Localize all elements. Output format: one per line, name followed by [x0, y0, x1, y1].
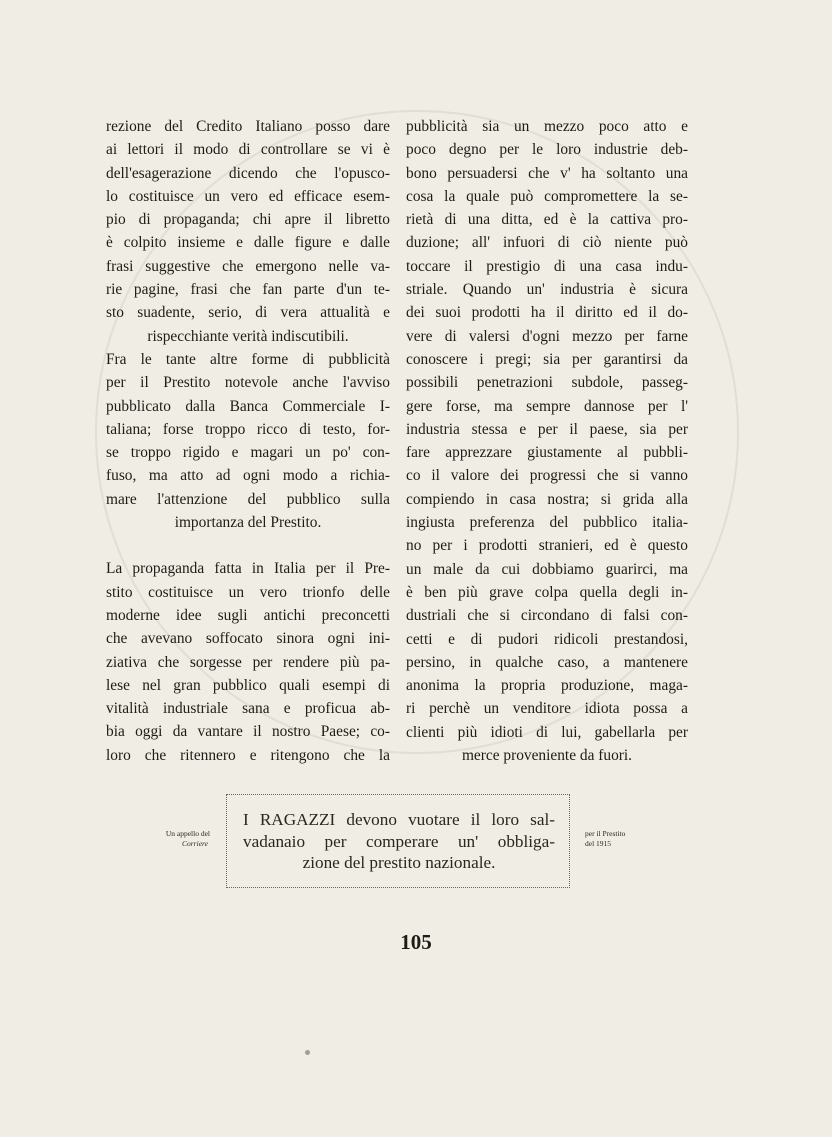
- text-line: co il valore dei progressi che si vanno: [406, 467, 688, 485]
- paragraph-gap: [106, 534, 390, 557]
- text-line: loro che ritennero e ritengono che la: [106, 746, 390, 764]
- text-line: lese nel gran pubblico quali esempi di: [106, 676, 390, 694]
- text-line: gere forse, ma sempre dannose per l': [406, 397, 688, 415]
- text-line: rezione del Credito Italiano posso dare: [106, 118, 390, 135]
- text-line: mare l'attenzione del pubblico sulla: [106, 490, 390, 508]
- text-line: pubblicità sia un mezzo poco atto e: [406, 118, 688, 135]
- text-line: importanza del Prestito.: [174, 514, 322, 532]
- text-line: che avevano soffocato sinora ogni ini-: [106, 630, 390, 648]
- text-line: dustriali che si circondano di falsi con-: [406, 607, 688, 625]
- advert-line: I RAGAZZI devono vuotare il loro sal-: [243, 810, 555, 829]
- quoted-advert-box: [226, 794, 570, 888]
- paper-speck: [305, 1050, 310, 1055]
- text-line: rispecchiante verità indiscutibili.: [147, 327, 349, 345]
- text-line: persino, in qualche caso, a mantenere: [406, 653, 688, 671]
- text-line: no per i prodotti stranieri, ed è questo: [406, 537, 688, 555]
- text-line: ziativa che sorgesse per rendere più pa-: [106, 653, 390, 671]
- left-column: [106, 115, 390, 767]
- advert-line: vadanaio per comperare un' obbliga-: [243, 831, 555, 851]
- text-line: sto suadente, serio, di vera attualità e: [106, 304, 390, 322]
- text-line: conoscere i pregi; sia per garantirsi da: [406, 350, 688, 368]
- text-line: cetti e di pudori ridicoli prestandosi,: [406, 630, 688, 648]
- text-line: La propaganda fatta in Italia per il Pre-: [106, 560, 390, 578]
- text-line: cosa la quale può compromettere la se-: [406, 187, 688, 205]
- text-line: per il Prestito notevole anche l'avviso: [106, 374, 390, 392]
- text-line: vere di valersi d'ogni mezzo per farne: [406, 327, 688, 345]
- text-line: rietà di una ditta, ed è la cattiva pro-: [406, 211, 688, 229]
- text-line: pubblicato dalla Banca Commerciale I-: [106, 397, 390, 415]
- text-line: industria stessa e per il paese, sia per: [406, 420, 688, 438]
- advert-text: [243, 809, 555, 874]
- text-line: Fra le tante altre forme di pubblicità: [106, 350, 390, 368]
- text-line: fare apprezzare giustamente al pubbli-: [406, 444, 688, 462]
- text-line: toccare il prestigio di una casa indu-: [406, 257, 688, 275]
- text-line: possibili penetrazioni subdole, passeg-: [406, 374, 688, 392]
- text-line: bono persuadersi che v' ha soltanto una: [406, 164, 688, 182]
- right-para-1: [406, 115, 688, 767]
- side-note-left: [128, 829, 210, 849]
- left-para-1: [106, 115, 390, 348]
- text-line: pio di propaganda; chi apre il libretto: [106, 211, 390, 229]
- text-line: vitalità industriale sana e proficua ab-: [106, 700, 390, 718]
- text-line: compiendo in casa nostra; si grida alla: [406, 490, 688, 508]
- page-number: 105: [400, 930, 432, 954]
- right-column: [406, 115, 688, 767]
- text-line: moderne idee sugli antichi preconcetti: [106, 606, 390, 624]
- text-line: ri perchè un venditore idiota possa a: [406, 700, 688, 718]
- text-line: rie pagine, frasi che fan parte d'un te-: [106, 281, 390, 299]
- text-line: ingiusta preferenza del pubblico italia-: [406, 514, 688, 532]
- text-line: se troppo rigido e magari un po' con-: [106, 444, 390, 462]
- side-note-right-line-2: del 1915: [585, 839, 612, 848]
- text-line: bia oggi da vantare il nostro Paese; co-: [106, 723, 390, 741]
- text-line: lo costituisce un vero ed efficace esem-: [106, 187, 390, 205]
- side-note-right-line-1: per il Prestito: [585, 829, 626, 838]
- text-line: stito costituisce un vero trionfo delle: [106, 583, 390, 601]
- text-line: un male da cui dobbiamo guarirci, ma: [406, 560, 688, 578]
- text-line: striale. Quando un' industria è sicura: [406, 281, 688, 299]
- text-line: clienti più idioti di lui, gabellarla per: [406, 723, 688, 741]
- text-line: frasi suggestive che emergono nelle va-: [106, 257, 390, 275]
- left-para-2: [106, 348, 390, 534]
- side-note-left-line-1: Un appello del: [165, 829, 210, 838]
- text-line: è colpito insieme e dalle figure e dalle: [106, 234, 390, 252]
- text-line: poco degno per le loro industrie deb-: [406, 141, 688, 159]
- text-line: è ben più grave colpa quella degli in-: [406, 583, 688, 601]
- side-note-left-line-2: Corriere: [182, 839, 208, 848]
- text-line: merce proveniente da fuori.: [461, 747, 633, 765]
- text-line: fuso, ma atto ad ogni modo a richia-: [106, 467, 390, 485]
- left-para-3: [106, 557, 390, 767]
- text-line: duzione; all' infuori di ciò niente può: [406, 234, 688, 252]
- side-note-right: [585, 829, 665, 849]
- text-line: anonima la propria produzione, maga-: [406, 677, 688, 695]
- text-line: dei suoi prodotti ha il diritto ed il do-: [406, 304, 688, 322]
- text-line: ai lettori il modo di controllare se vi è: [106, 141, 390, 159]
- advert-line: zione del prestito nazionale.: [302, 853, 496, 872]
- text-line: taliana; forse troppo ricco di testo, for-: [106, 420, 390, 438]
- text-line: dell'esagerazione dicendo che l'opusco-: [106, 164, 390, 182]
